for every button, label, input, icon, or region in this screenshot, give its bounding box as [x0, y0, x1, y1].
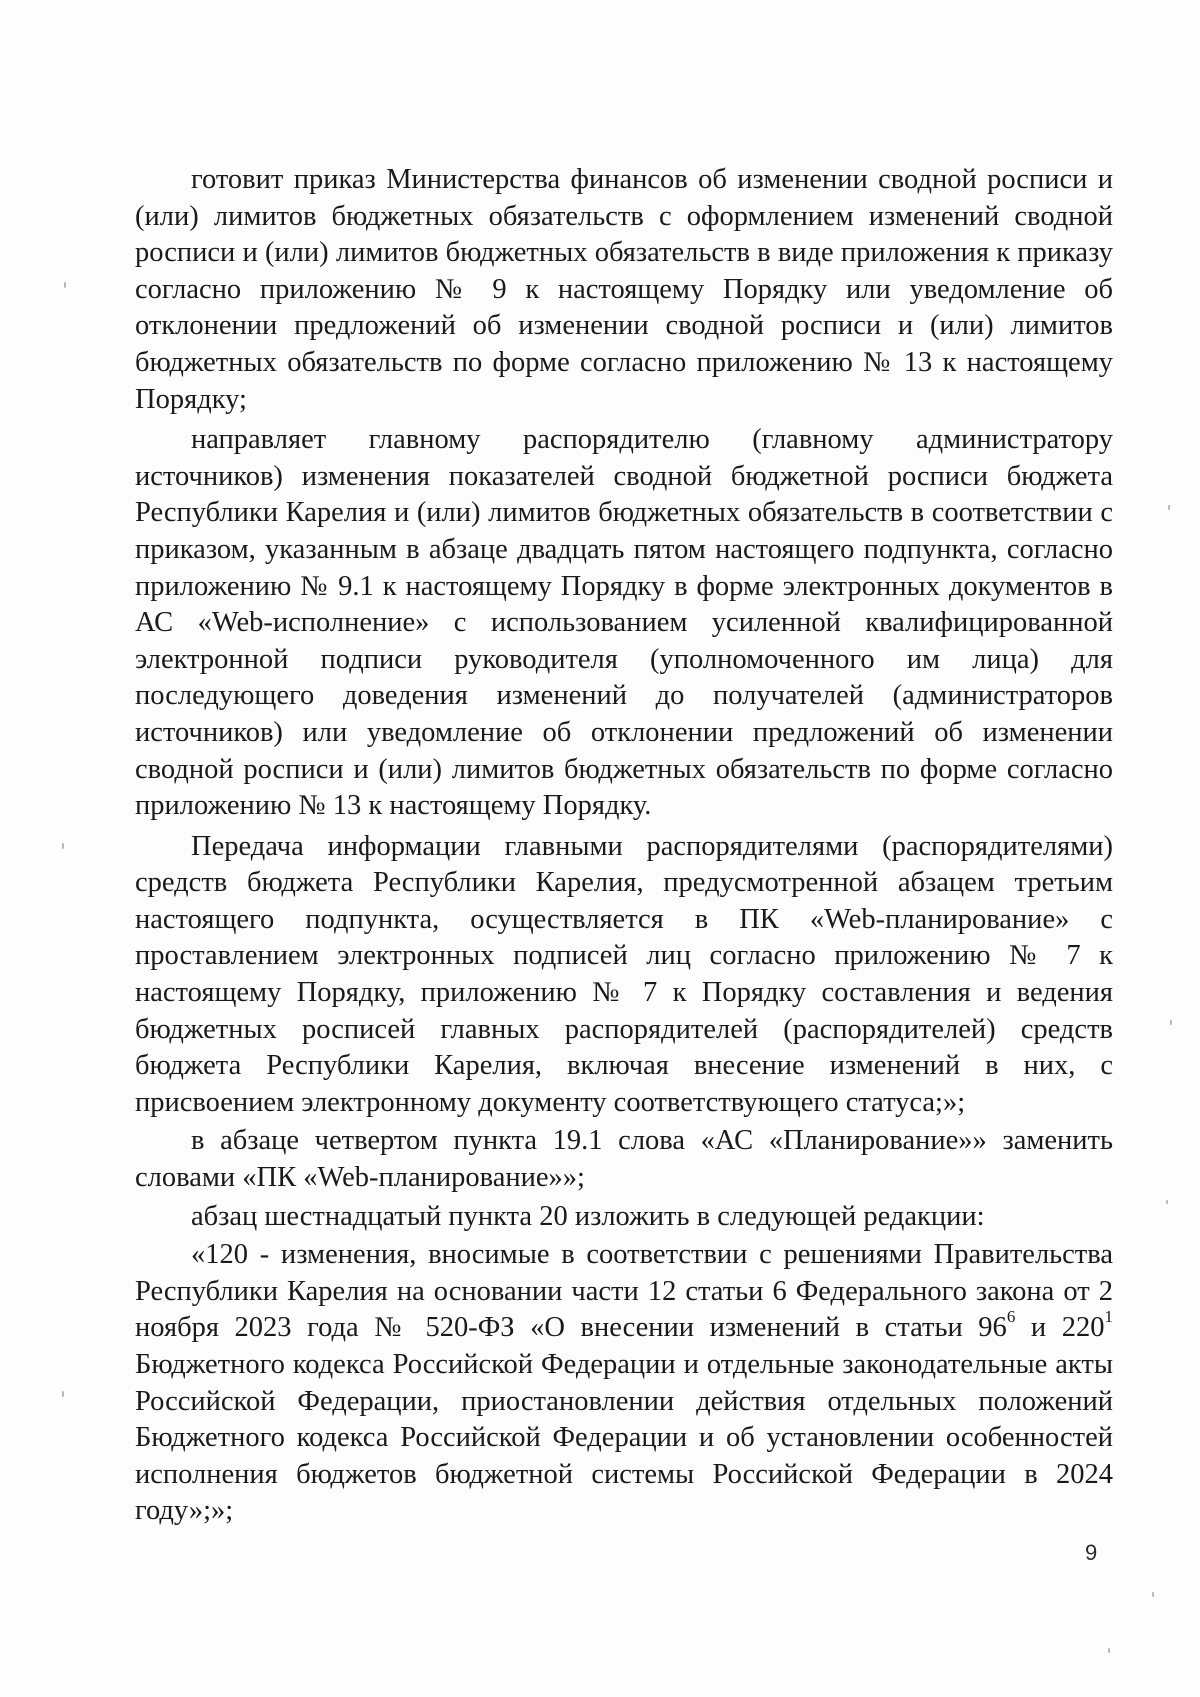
code-120-text-part-3: Бюджетного кодекса Российской Федерации и отдельные законодательные акты Российской Федерации, приостановлении действия отдельных положений Бюджетного кодекса Российской Федерации и об установлении особенностей исполнения бюджетов бюджетной системы Российской Федерации в 2024 году»;»; — [135, 1349, 1113, 1527]
superscript-6: 6 — [1006, 1306, 1016, 1326]
paragraph-information-transfer: Передача информации главными распорядителями (распорядителями) средств бюджета Республики Карелия, предусмотренной абзацем третьим настоящего подпункта, осуществляется в ПК «Web-планирование» с проставлением электронных подписей лиц согласно приложению № 7 к настоящему Порядку, приложению № 7 к Порядку составления и ведения бюджетных росписей главных распорядителей (распорядителей) средств бюджета Республики Карелия, включая внесение изменений в них, с присвоением электронному документу соответствующего статуса;»; — [135, 830, 1113, 1118]
paragraph-order-preparation: готовит приказ Министерства финансов об изменении сводной росписи и (или) лимитов бюджетных обязательств с оформлением изменений сводной росписи и (или) лимитов бюджетных обязательств в виде приложения к приказу согласно приложению № 9 к настоящему Порядку или уведомление об отклонении предложений об изменении сводной росписи и (или) лимитов бюджетных обязательств по форме согласно приложению № 13 к настоящему Порядку; — [135, 164, 1113, 415]
paragraph-code-120 — [135, 1237, 1113, 1530]
paragraph-sends-changes: направляет главному распорядителю (главному администратору источников) изменения показателей сводной бюджетной росписи бюджета Республики Карелия и (или) лимитов бюджетных обязательств в соответствии с приказом, указанным в абзаце двадцать пятом настоящего подпункта, согласно приложению № 9.1 к настоящему Порядку в форме электронных документов в АС «Web-исполнение» с использованием усиленной квалифицированной электронной подписи руководителя (уполномоченного им лица) для последующего доведения изменений до получателей (администраторов источников) или уведомление об отклонении предложений об изменении сводной росписи и (или) лимитов бюджетных обязательств по форме согласно приложению № 13 к настоящему Порядку. — [135, 424, 1113, 822]
paragraph-amendment-19-1: в абзаце четвертом пункта 19.1 слова «АС «Планирование»» заменить словами «ПК «Web-планирование»»; — [135, 1125, 1113, 1194]
scan-speck — [64, 282, 66, 288]
scan-speck — [62, 1391, 64, 1397]
scan-speck — [62, 843, 64, 849]
scan-speck — [1168, 505, 1170, 510]
code-120-text-part-1: «120 - изменения, вносимые в соответствии с решениями Правительства Республики Карелия на основании части 12 статьи 6 Федерального закона от 2 ноября 2023 года № 520-ФЗ «О внесении изменений в статьи 96 — [135, 1239, 1113, 1344]
paragraph-amendment-20: абзац шестнадцатый пункта 20 изложить в следующей редакции: — [191, 1200, 985, 1232]
scan-speck — [1108, 1648, 1110, 1653]
superscript-1: 1 — [1104, 1306, 1113, 1326]
page-number: 9 — [1085, 1540, 1098, 1565]
scan-speck — [1166, 1200, 1168, 1204]
document-body — [135, 162, 1113, 1532]
scan-speck — [1152, 1592, 1154, 1597]
code-120-text-part-2: и 220 — [1015, 1312, 1105, 1344]
scan-speck — [1170, 1020, 1172, 1025]
